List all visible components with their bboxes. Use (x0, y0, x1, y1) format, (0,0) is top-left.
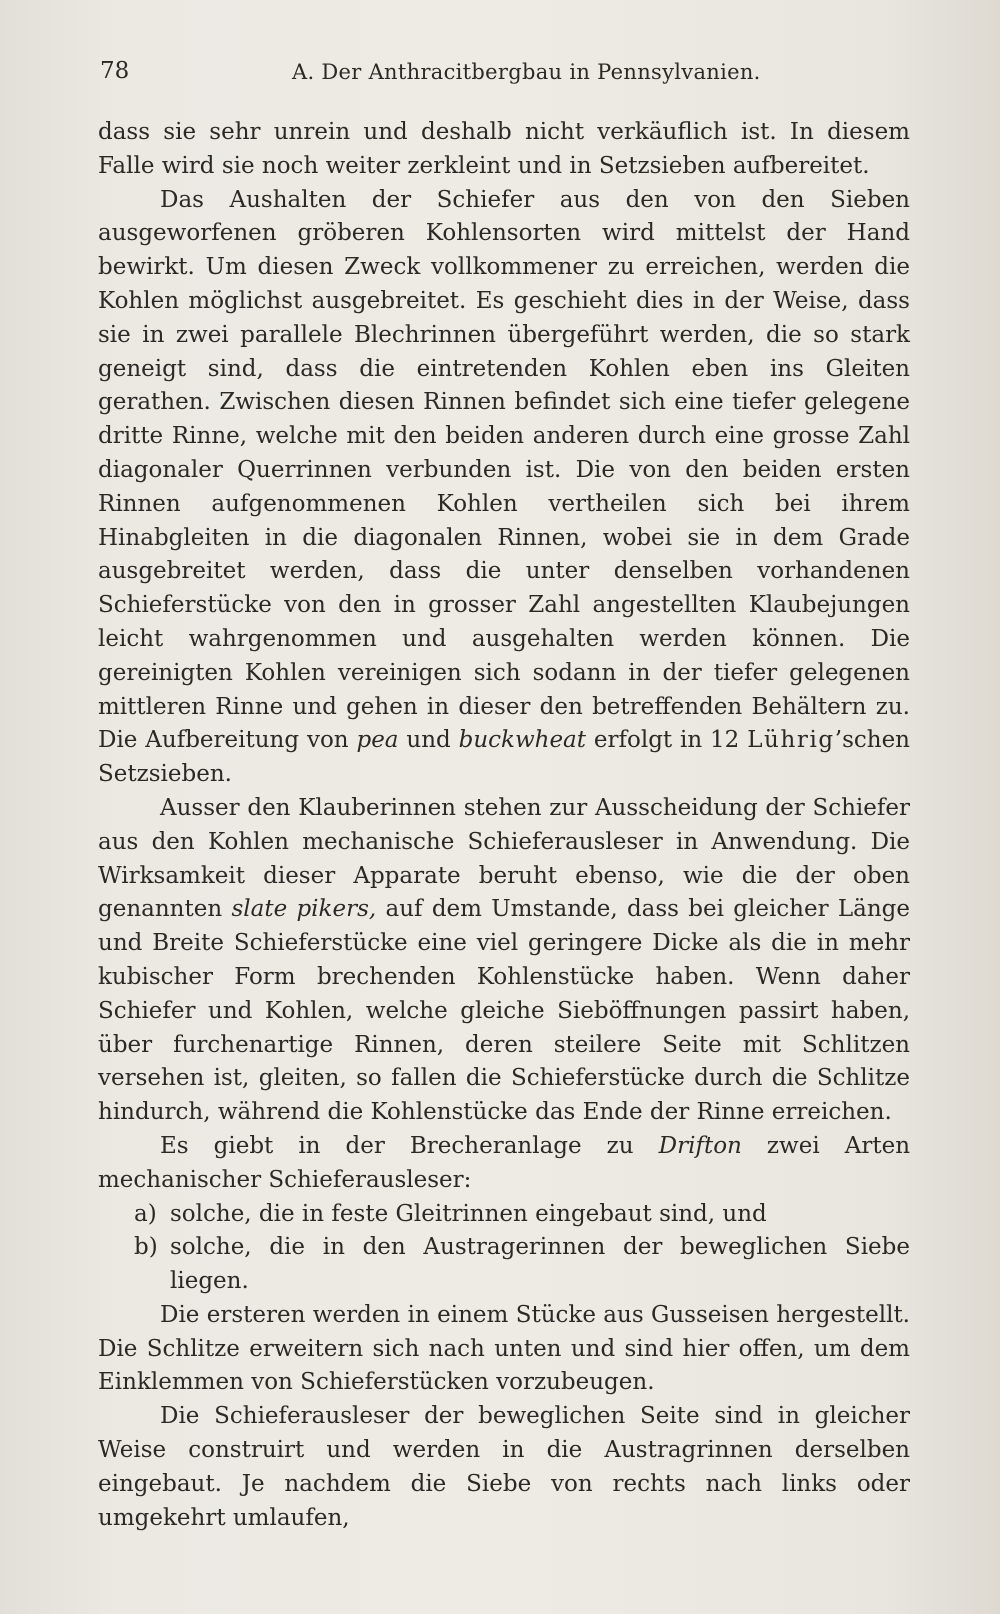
paragraph-2-name-luehrig: Lührig (747, 727, 835, 754)
paragraph-1-text: dass sie sehr unrein und deshalb nicht verkäuflich ist. In diesem Falle wird sie noch weiter zerkleint und in Setzsieben aufbereitet. (98, 119, 910, 179)
paragraph-3-text-a: Ausser den Klauberinnen stehen zur Ausscheidung der Schiefer aus den Kohlen mechanische Schieferausleser in Anwendung. Die Wirksamkeit dieser Apparate beruht ebenso, wie die der oben genannten (98, 794, 910, 923)
paragraph-5 (98, 1299, 910, 1400)
paragraph-3-term-slate-pikers: slate pikers, (231, 896, 377, 923)
paragraph-2-term-buckwheat: buckwheat (458, 727, 587, 754)
paragraph-2-text-c: erfolgt in 12 (593, 727, 740, 754)
paragraph-4 (98, 1130, 910, 1198)
paragraph-4-place-drifton: Drifton (658, 1132, 742, 1159)
list-item-text: solche, die in feste Gleitrinnen eingebaut sind, und (170, 1200, 767, 1227)
paragraph-2-text-a: Das Aushalten der Schiefer aus den von den Sieben ausgeworfenen gröberen Kohlensorten wird mittelst der Hand bewirkt. Um diesen Zweck vollkommener zu erreichen, werden die Kohlen möglichst ausgebreitet. Es geschieht dies in der Weise, dass sie in zwei parallele Blechrinnen übergeführt werden, die so stark geneigt sind, dass die eintretenden Kohlen eben ins Gleiten gerathen. Zwischen diesen Rinnen befindet sich eine tiefer gelegene dritte Rinne, welche mit den beiden anderen durch eine grosse Zahl diagonaler Querrinnen verbunden ist. Die von den beiden ersten Rinnen aufgenommenen Kohlen vertheilen sich bei ihrem Hinabgleiten in die diagonalen Rinnen, wobei sie in dem Grade ausgebreitet werden, dass die unter denselben vorhandenen Schieferstücke von den in grosser Zahl angestellten Klaubejungen leicht wahrgenommen und ausgehalten werden können. Die gereinigten Kohlen vereinigen sich sodann in der tiefer gelegenen mittleren Rinne und gehen in dieser den betreffenden Behältern zu. Die Aufbereitung von (98, 186, 910, 754)
paragraph-5-text: Die ersteren werden in einem Stücke aus Gusseisen hergestellt. Die Schlitze erweitern sich nach unten und sind hier offen, um dem Einklemmen von Schieferstücken vorzubeugen. (98, 1301, 910, 1396)
list (98, 1198, 910, 1299)
page-header (100, 58, 910, 88)
list-item (134, 1198, 910, 1232)
paragraph-2-text-d: ’schen Setzsieben. (98, 727, 910, 788)
list-item-text: solche, die in den Austragerinnen der beweglichen Siebe liegen. (170, 1234, 910, 1295)
paragraph-4-text-b: zwei Arten mechanischer Schieferausleser: (98, 1132, 911, 1193)
paragraph-6-text: Die Schieferausleser der beweglichen Seite sind in gleicher Weise construirt und werden in die Austragrinnen derselben eingebaut. Je nachdem die Siebe von rechts nach links oder umgekehrt umlaufen, (98, 1403, 910, 1531)
running-title: A. Der Anthracitbergbau in Pennsylvanien. (292, 60, 761, 84)
paragraph-6 (98, 1400, 910, 1535)
paragraph-4-text-a: Es giebt in der Brecheranlage zu (160, 1132, 634, 1159)
paragraph-3-text-b: auf dem Umstande, dass bei gleicher Länge und Breite Schieferstücke eine viel geringere Dicke als die in mehr kubischer Form brechenden Kohlenstücke haben. Wenn daher Schiefer und Kohlen, welche gleiche Sieböffnungen passirt haben, über furchenartige Rinnen, deren steilere Seite mit Schlitzen versehen ist, gleiten, so fallen die Schieferstücke durch die Schlitze hindurch, während die Kohlenstücke das Ende der Rinne erreichen. (98, 896, 911, 1126)
paragraph-1 (98, 116, 910, 184)
paragraph-2-term-pea: pea (356, 727, 399, 754)
list-marker: a) (134, 1200, 157, 1227)
page-number: 78 (100, 58, 130, 84)
list-marker: b) (134, 1234, 158, 1261)
paragraph-2 (98, 184, 910, 792)
paragraph-3 (98, 792, 910, 1130)
paragraph-2-text-b: und (406, 727, 451, 754)
page-body (98, 116, 910, 1535)
list-item (134, 1231, 910, 1299)
